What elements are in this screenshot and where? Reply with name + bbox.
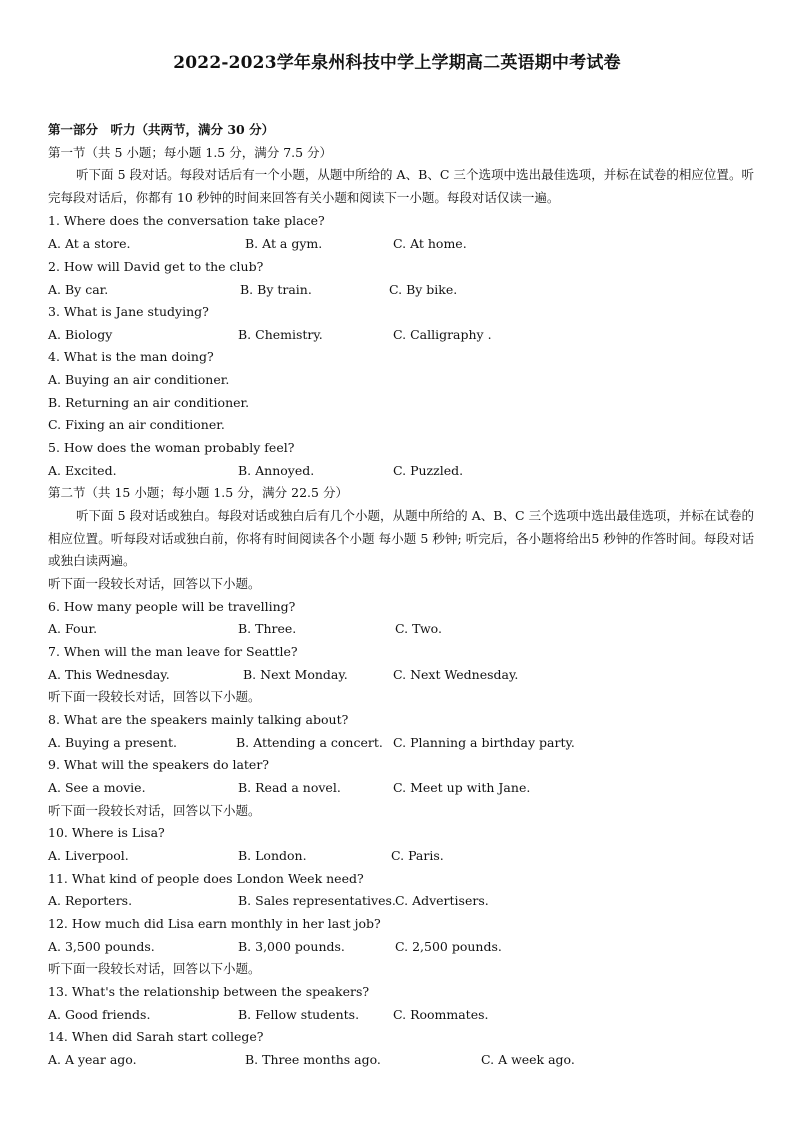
q9-option-c: C. Meet up with Jane. [393,780,531,795]
q7-option-a: A. This Wednesday. [48,667,170,682]
q7-option-c: C. Next Wednesday. [393,667,519,682]
q6-option-b: B. Three. [238,621,297,636]
question-8: 8. What are the speakers mainly talking about? [48,712,349,727]
question-1: 1. Where does the conversation take place? [48,213,325,228]
q12-option-b: B. 3,000 pounds. [238,939,345,954]
section1-instructions: 听下面 5 段对话。每段对话后有一个小题，从题中所给的 A、B、C 三个选项中选出最佳选项，并标在试卷的相应位置。听完每段对话后，你都有 10 秒钟的时间来回答有关小题和阅读下一小题。每段对话仅读一遍。 [48,167,754,205]
q4-option-c: C. Fixing an air conditioner. [48,417,225,432]
q14-option-a: A. A year ago. [48,1052,137,1067]
q10-option-a: A. Liverpool. [48,848,129,863]
q11-option-c: C. Advertisers. [395,893,489,908]
section2-heading: 第二节（共 15 小题；每小题 1.5 分，满分 22.5 分） [48,485,348,500]
question-11: 11. What kind of people does London Week need? [48,871,364,886]
q3-option-c: C. Calligraphy . [393,327,492,342]
q2-option-b: B. By train. [240,282,312,297]
q7-option-b: B. Next Monday. [243,667,348,682]
q11-option-a: A. Reporters. [48,893,133,908]
q4-option-a: A. Buying an air conditioner. [48,372,230,387]
q5-option-c: C. Puzzled. [393,463,464,478]
q6-option-c: C. Two. [395,621,442,636]
q1-option-c: C. At home. [393,236,467,251]
q14-option-b: B. Three months ago. [245,1052,381,1067]
q4-option-b: B. Returning an air conditioner. [48,395,250,410]
q10-option-b: B. London. [238,848,307,863]
long-dialog-note-1: 听下面一段较长对话，回答以下小题。 [48,576,261,591]
question-3: 3. What is Jane studying? [48,304,209,319]
question-9: 9. What will the speakers do later? [48,757,270,772]
question-12: 12. How much did Lisa earn monthly in her last job? [48,916,381,931]
q6-option-a: A. Four. [48,621,98,636]
q5-option-b: B. Annoyed. [238,463,315,478]
q13-option-b: B. Fellow students. [238,1007,360,1022]
q12-option-a: A. 3,500 pounds. [48,939,155,954]
long-dialog-note-3: 听下面一段较长对话，回答以下小题。 [48,803,261,818]
q5-option-a: A. Excited. [48,463,117,478]
q8-option-c: C. Planning a birthday party. [393,735,575,750]
q1-option-b: B. At a gym. [245,236,323,251]
q8-option-b: B. Attending a concert. [236,735,383,750]
question-2: 2. How will David get to the club? [48,259,264,274]
section2-instructions: 听下面 5 段对话或独白。每段对话或独白后有几个小题，从题中所给的 A、B、C 三个选项中选出最佳选项，并标在试卷的相应位置。听每段对话或独白前，你将有时间阅读各个小题 每小题 5 秒钟; 听完后，各小题将给出5 秒钟的作答时间。每段对话或独白读两遍。 [48,508,754,568]
q13-option-a: A. Good friends. [48,1007,151,1022]
long-dialog-note-2: 听下面一段较长对话，回答以下小题。 [48,689,261,704]
long-dialog-note-4: 听下面一段较长对话，回答以下小题。 [48,961,261,976]
question-7: 7. When will the man leave for Seattle? [48,644,298,659]
question-14: 14. When did Sarah start college? [48,1029,264,1044]
question-6: 6. How many people will be travelling? [48,599,296,614]
q9-option-b: B. Read a novel. [238,780,341,795]
question-4: 4. What is the man doing? [48,349,214,364]
q12-option-c: C. 2,500 pounds. [395,939,502,954]
question-10: 10. Where is Lisa? [48,825,165,840]
part1-heading: 第一部分 听力（共两节，满分 30 分） [48,122,275,137]
q9-option-a: A. See a movie. [48,780,146,795]
q3-option-b: B. Chemistry. [238,327,323,342]
q2-option-c: C. By bike. [389,282,458,297]
page-title: 2022-2023学年泉州科技中学上学期高二英语期中考试卷 [173,53,621,73]
question-5: 5. How does the woman probably feel? [48,440,295,455]
q3-option-a: A. Biology [48,327,113,342]
section1-heading: 第一节（共 5 小题；每小题 1.5 分，满分 7.5 分） [48,145,333,160]
q11-option-b: B. Sales representatives. [238,893,396,908]
q8-option-a: A. Buying a present. [48,735,177,750]
q13-option-c: C. Roommates. [393,1007,489,1022]
q14-option-c: C. A week ago. [481,1052,575,1067]
q2-option-a: A. By car. [48,282,109,297]
question-13: 13. What's the relationship between the speakers? [48,984,370,999]
q1-option-a: A. At a store. [48,236,131,251]
q10-option-c: C. Paris. [391,848,444,863]
